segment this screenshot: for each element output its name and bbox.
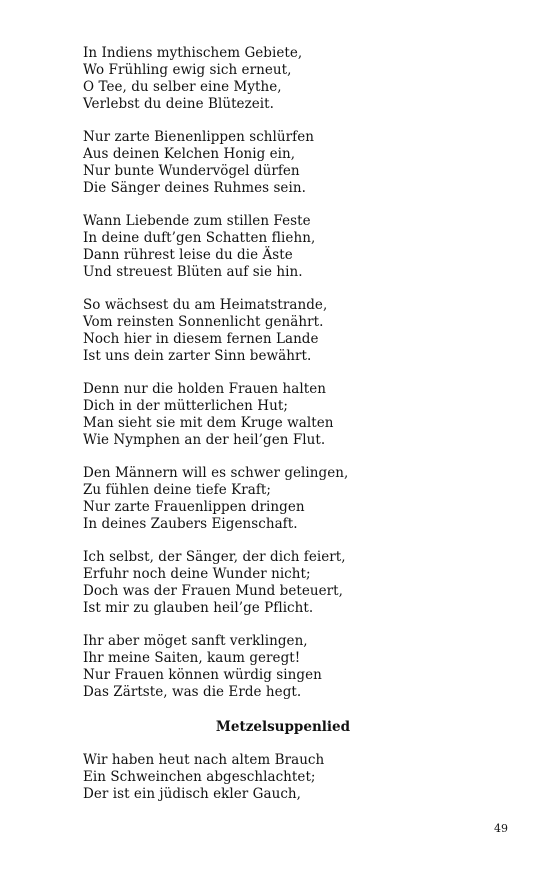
stanza-4: [83, 297, 483, 365]
verse-line: Wir haben heut nach altem Brauch: [83, 752, 325, 768]
verse-line: Nur zarte Bienenlippen schlürfen: [83, 129, 315, 145]
stanza-8: [83, 633, 483, 701]
verse-line: In Indiens mythischem Gebiete,: [83, 45, 303, 61]
verse-line: Vom reinsten Sonnenlicht genährt.: [83, 314, 324, 330]
verse-line: Denn nur die holden Frauen halten: [83, 381, 326, 397]
stanza-3: [83, 213, 483, 281]
verse-line: Noch hier in diesem fernen Lande: [83, 331, 319, 347]
verse-line: Den Männern will es schwer gelingen,: [83, 465, 349, 481]
verse-line: Dann rührest leise du die Äste: [83, 247, 293, 263]
verse-line: In deines Zaubers Eigenschaft.: [83, 516, 298, 532]
verse-line: Wann Liebende zum stillen Feste: [83, 213, 311, 229]
verse-line: Ist uns dein zarter Sinn bewährt.: [83, 348, 312, 364]
stanza-2: [83, 129, 483, 197]
verse-line: Die Sänger deines Ruhmes sein.: [83, 180, 306, 196]
verse-line: Der ist ein jüdisch ekler Gauch,: [83, 786, 302, 802]
verse-line: Nur bunte Wundervögel dürfen: [83, 163, 300, 179]
verse-line: Wo Frühling ewig sich erneut,: [83, 62, 292, 78]
verse-line: Das Zärtste, was die Erde hegt.: [83, 684, 302, 700]
stanza-7: [83, 549, 483, 617]
verse-line: Verlebst du deine Blütezeit.: [83, 96, 274, 112]
stanza-5: [83, 381, 483, 449]
verse-line: Nur Frauen können würdig singen: [83, 667, 322, 683]
verse-line: Nur zarte Frauenlippen dringen: [83, 499, 305, 515]
verse-line: Ein Schweinchen abgeschlachtet;: [83, 769, 316, 785]
verse-line: So wächsest du am Heimatstrande,: [83, 297, 328, 313]
verse-line: Erfuhr noch deine Wunder nicht;: [83, 566, 311, 582]
poem-metzelsuppenlied: [83, 719, 483, 803]
verse-line: Dich in der mütterlichen Hut;: [83, 398, 288, 414]
poem-tea: [83, 45, 483, 701]
stanza-6: [83, 465, 483, 533]
verse-line: O Tee, du selber eine Mythe,: [83, 79, 282, 95]
verse-line: Aus deinen Kelchen Honig ein,: [83, 146, 296, 162]
verse-line: In deine duft’gen Schatten fliehn,: [83, 230, 316, 246]
page-body: [83, 45, 483, 819]
verse-line: Ihr aber möget sanft verklingen,: [83, 633, 308, 649]
verse-line: Ich selbst, der Sänger, der dich feiert,: [83, 549, 346, 565]
poem-title: Metzelsuppenlied: [215, 719, 351, 735]
verse-line: Ihr meine Saiten, kaum geregt!: [83, 650, 301, 666]
verse-line: Doch was der Frauen Mund beteuert,: [83, 583, 343, 599]
verse-line: Man sieht sie mit dem Kruge walten: [83, 415, 334, 431]
stanza-1: [83, 45, 483, 113]
verse-line: Zu fühlen deine tiefe Kraft;: [83, 482, 271, 498]
verse-line: Und streuest Blüten auf sie hin.: [83, 264, 303, 280]
verse-line: Ist mir zu glauben heil’ge Pflicht.: [83, 600, 314, 616]
stanza-1: [83, 752, 483, 803]
page-number: 49: [494, 822, 508, 835]
verse-line: Wie Nymphen an der heil’gen Flut.: [83, 432, 326, 448]
